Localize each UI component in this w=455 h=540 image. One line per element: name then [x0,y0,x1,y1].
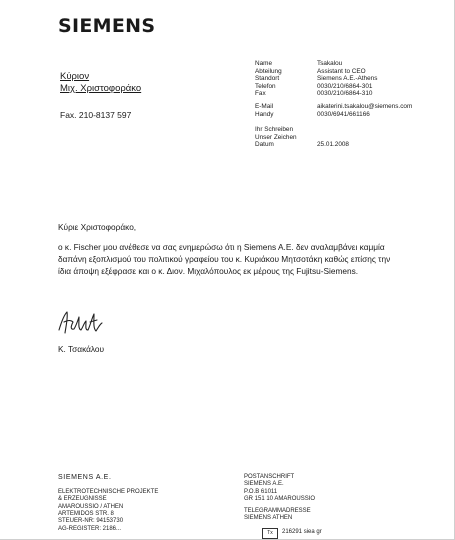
recipient-salutation: Κύριον [60,71,90,82]
telex-number: 216291 siea gr [282,529,322,535]
sender-info-label: Unser Zeichen [255,133,297,141]
sender-info-value: 25.01.2008 [317,141,349,149]
sender-info-value: 0030/210/6864-310 [317,90,373,98]
footer-line: STEUER-NR: 94153730 [58,518,124,525]
footer-line: AG-REGISTER: 2186... [58,525,122,532]
sender-info-value: Assistant to CEO [317,67,366,75]
footer-company-name: SIEMENS A.E. [58,474,112,481]
sender-info-label: Abteilung [255,67,282,75]
footer-line: SIEMENS A.E. [244,481,284,488]
sender-info-label: Ihr Schreiben [255,126,294,133]
sender-info-label: Handy [255,110,274,118]
recipient-name: Μιχ. Χριστοφοράκο [60,83,142,94]
footer-line: AMAROUSSIO / ATHEN [58,503,124,510]
footer-line: ARTEMIDOS STR. 8 [58,510,114,517]
sender-info-value: Tsakalou [317,60,343,67]
sender-info-label: Telefon [255,82,276,90]
sender-info-value: aikaterini.tsakalou@siemens.com [317,103,413,110]
sender-info-value: 0030/6941/661166 [317,110,370,118]
telex-box: Tx [262,528,278,539]
sender-info-value: 0030/210/6864-301 [317,82,373,90]
sender-info-label: Fax [255,90,266,98]
sender-info-label: Standort [255,75,280,83]
footer-line: TELEGRAMMADRESSE [244,508,311,514]
signatory-name: Κ. Τσακάλου [58,344,105,354]
footer-line: GR 151 10 AMAROUSSIO [244,495,316,502]
sender-info-label: Name [255,60,273,67]
letter-line: ίδια άποψη εξέφρασε και ο κ. Διον. Μιχαλόπουλος εκ μέρους της Fujitsu-Siemens. [58,266,359,276]
siemens-logo: SIEMENS [58,15,156,37]
footer-line: POSTANSCHRIFT [244,474,295,480]
footer-line: ELEKTROTECHNISCHE PROJEKTE [58,489,159,495]
sender-info-label: E-Mail [255,103,274,110]
footer-line: & ERZEUGNISSE [58,496,107,503]
sender-info-value: Siemens A.E.-Athens [317,75,378,83]
footer-line: SIEMENS ATHEN [244,515,293,522]
letter-line: ο κ. Fischer μου ανέθεσε να σας ενημερώσω ότι η Siemens A.E. δεν αναλαμβάνει καμμία [58,242,385,252]
letter-greeting: Κύριε Χριστοφοράκο, [58,222,137,232]
handwritten-signature [56,308,108,338]
letter-line: δαπάνη εξοπλισμού του πολιτικού γραφείου του κ. Κυριάκου Μητσοτάκη καθώς επίσης την [58,254,391,264]
sender-info-label: Datum [255,141,274,149]
footer-line: P.O.B 61011 [244,488,278,495]
recipient-fax: Fax. 210-8137 597 [60,110,132,120]
